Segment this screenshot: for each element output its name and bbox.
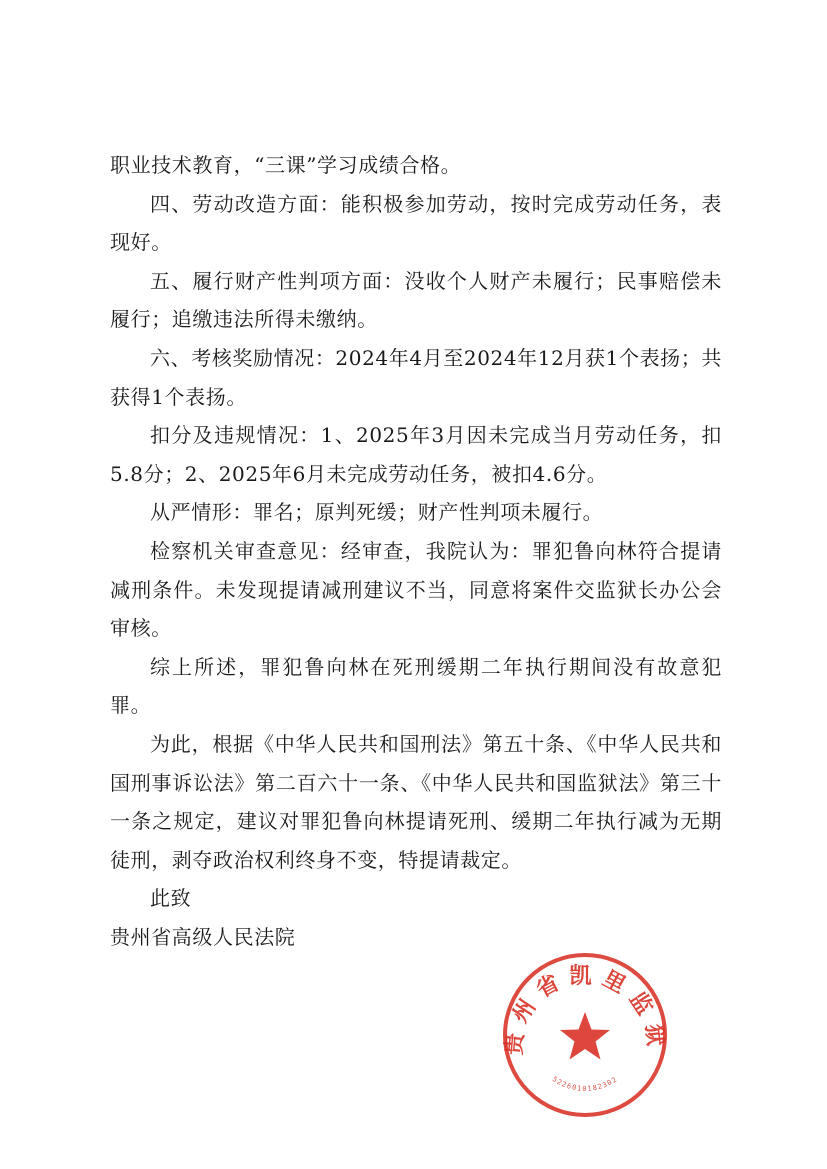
paragraph-6: 从严情形：罪名；原判死缓；财产性判项未履行。 [150,500,604,525]
official-seal [500,950,670,1120]
paragraph-8: 综上所述，罪犯鲁向林在死刑缓期二年执行期间没有故意犯罪。 [110,654,722,718]
seal-code-text: 5226010182302 [550,1075,620,1093]
seal-star-icon [560,1012,610,1060]
closing-salutation: 此致 [150,886,192,911]
paragraph-2: 四、劳动改造方面：能积极参加劳动，按时完成劳动任务，表现好。 [110,191,722,255]
seal-name-text: 贵州省凯里监狱 [500,962,670,1057]
paragraph-7: 检察机关审查意见：经审查，我院认为：罪犯鲁向林符合提请减刑条件。未发现提请减刑建议不当，同意将案件交监狱长办公会审核。 [110,538,722,641]
document-body [110,146,722,956]
paragraph-9: 为此，根据《中华人民共和国刑法》第五十条、《中华人民共和国刑事诉讼法》第二百六十一条、《中华人民共和国监狱法》第三十一条之规定，建议对罪犯鲁向林提请死刑、缓期二年执行减为无期徒刑，剥夺政治权利终身不变，特提请裁定。 [110,731,722,872]
paragraph-1: 职业技术教育，“三课”学习成绩合格。 [110,153,462,177]
paragraph-4: 六、考核奖励情况：2024年4月至2024年12月获1个表扬；共获得1个表扬。 [110,345,722,409]
paragraph-3: 五、履行财产性判项方面：没收个人财产未履行；民事赔偿未履行；追缴违法所得未缴纳。 [110,268,722,332]
paragraph-5: 扣分及违规情况：1、2025年3月因未完成当月劳动任务，扣5.8分；2、2025年6月未完成劳动任务，被扣4.6分。 [110,423,722,486]
recipient-court: 贵州省高级人民法院 [110,924,296,949]
